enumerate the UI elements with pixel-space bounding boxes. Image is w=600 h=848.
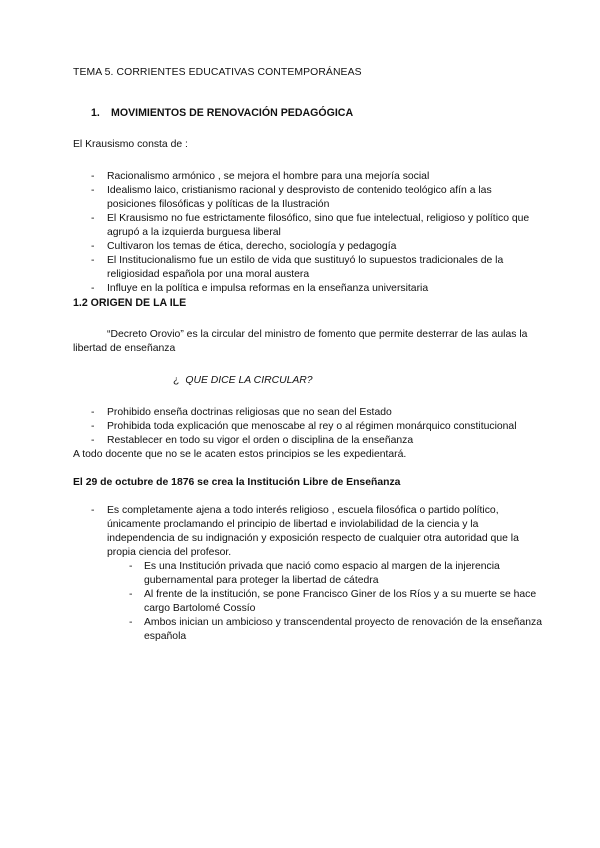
krausismo-intro: El Krausismo consta de : [73,139,188,150]
krausismo-list [73,170,543,296]
bullet-dash: - [91,241,95,252]
bullet-dash: - [91,407,95,418]
list-item [73,282,543,296]
list-item-text: Ambos inician un ambicioso y transcendental proyecto de renovación de la enseñanza española [144,617,542,642]
list-item [73,254,543,282]
document-title: TEMA 5. CORRIENTES EDUCATIVAS CONTEMPORÁNEAS [73,67,362,78]
section-1-heading [91,106,543,120]
bullet-dash: - [91,505,95,516]
bullet-dash: - [91,255,95,266]
list-item [73,420,543,434]
list-item [73,240,543,254]
bullet-dash: - [91,435,95,446]
bullet-dash: - [91,213,95,224]
list-item [73,616,543,644]
list-item [73,170,543,184]
list-item [73,434,543,448]
section-1-number: 1. [91,107,100,119]
expediente-paragraph: A todo docente que no se le acaten estos principios se les expedientará. [73,449,407,460]
bullet-dash: - [91,171,95,182]
list-item-text: El Krausismo no fue estrictamente filosófico, sino que fue intelectual, religioso y político que agrupó a la izquierda burguesa liberal [107,213,530,238]
bullet-dash: - [91,421,95,432]
list-item-text: El Institucionalismo fue un estilo de vida que sustituyó lo supuestos tradicionales de la religiosidad española por una moral austera [107,255,504,280]
list-item-text: Al frente de la institución, se pone Francisco Giner de los Ríos y a su muerte se hace cargo Bartolomé Cossío [144,589,537,614]
bullet-dash: - [129,589,133,600]
decreto-orovio-paragraph: “Decreto Orovio” es la circular del ministro de fomento que permite desterrar de las aulas la libertad de enseñanza [73,329,528,354]
list-item [73,504,543,560]
circular-question [173,374,543,388]
bullet-dash: - [129,561,133,572]
list-item-text: Influye en la política e impulsa reformas en la enseñanza universitaria [107,283,429,294]
list-item-text: Es completamente ajena a todo interés religioso , escuela filosófica o partido político, únicamente proclamando el principio de libertad e inviolabilidad de la ciencia y la independencia de su indignación y exposición respecto de cualquier otra autoridad que la propia ciencia del profesor. [107,505,519,558]
bullet-dash: - [91,185,95,196]
section-2-heading: 1.2 ORIGEN DE LA ILE [73,297,187,309]
list-item [73,212,543,240]
list-item [73,560,543,588]
list-item-text: Es una Institución privada que nació como espacio al margen de la injerencia gubernamental para proteger la libertad de cátedra [144,561,500,586]
question-text: QUE DICE LA CIRCULAR? [185,375,313,386]
bullet-dash: - [129,617,133,628]
document-body [73,66,543,644]
circular-list [73,406,543,448]
list-item [73,184,543,212]
list-item-text: Prohibido enseña doctrinas religiosas que no sean del Estado [107,407,392,418]
ile-main-list [73,504,543,560]
bullet-dash: - [91,283,95,294]
list-item-text: Idealismo laico, cristianismo racional y desprovisto de contenido teológico afín a las posiciones filosóficas y políticas de la Ilustración [107,185,492,210]
list-item-text: Cultivaron los temas de ética, derecho, sociología y pedagogía [107,241,397,252]
list-item-text: Restablecer en todo su vigor el orden o disciplina de la enseñanza [107,435,414,446]
question-mark: ¿ [173,375,180,386]
list-item-text: Racionalismo armónico , se mejora el hombre para una mejoría social [107,171,430,182]
ile-founding-heading: El 29 de octubre de 1876 se crea la Institución Libre de Enseñanza [73,477,401,488]
list-item [73,406,543,420]
ile-sub-list [73,560,543,644]
section-1-title: MOVIMIENTOS DE RENOVACIÓN PEDAGÓGICA [111,107,354,119]
list-item [73,588,543,616]
list-item-text: Prohibida toda explicación que menoscabe al rey o al régimen monárquico constitucional [107,421,517,432]
